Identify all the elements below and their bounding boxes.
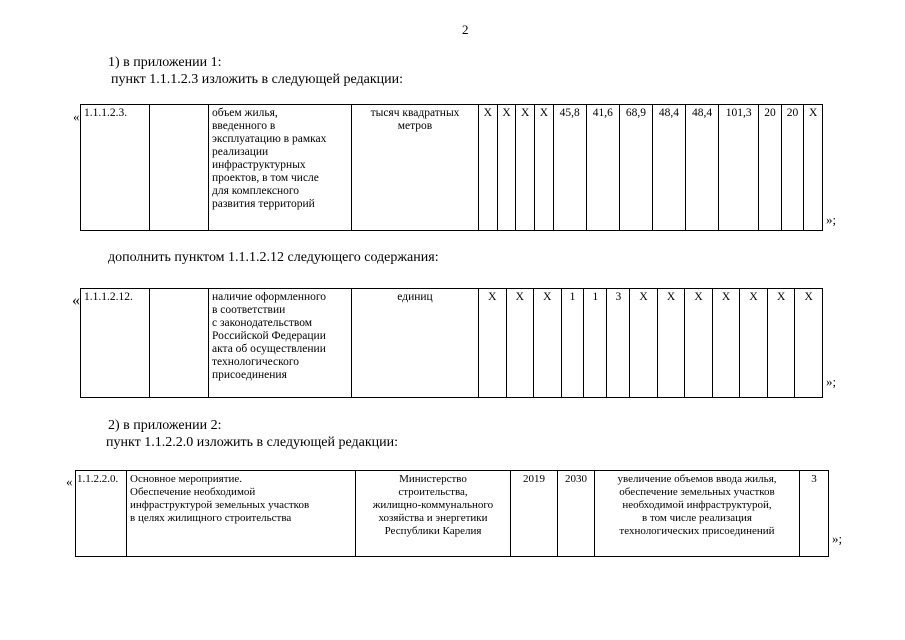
open-quote-3: « <box>66 474 73 489</box>
cell-code: 1.1.1.2.12. <box>81 289 150 398</box>
cell-year-start: 2019 <box>511 471 558 557</box>
amendment-add-instruction: дополнить пунктом 1.1.1.2.12 следующего содержания: <box>108 250 439 265</box>
cell-value: 48,4 <box>686 105 719 231</box>
amendment-1-heading: 1) в приложении 1: <box>108 55 222 70</box>
table-row <box>76 471 829 557</box>
cell-code: 1.1.1.2.3. <box>81 105 150 231</box>
cell-value: Х <box>795 289 823 398</box>
cell-blank <box>150 105 209 231</box>
cell-value: Х <box>657 289 685 398</box>
cell-activity-name: Основное мероприятие. Обеспечение необходимой инфраструктурой земельных участков в целях жилищного строительства <box>127 471 356 557</box>
cell-blank <box>150 289 209 398</box>
cell-value: Х <box>535 105 554 231</box>
amendment-2-heading: 2) в приложении 2: <box>108 418 222 433</box>
cell-value: 20 <box>781 105 804 231</box>
table-item-1-1-2-2-0 <box>75 470 829 557</box>
cell-code: 1.1.2.2.0. <box>76 471 127 557</box>
cell-value: Х <box>479 289 507 398</box>
cell-value: Х <box>534 289 562 398</box>
cell-value: Х <box>685 289 713 398</box>
cell-value: 1 <box>584 289 607 398</box>
table-item-1-1-1-2-3 <box>80 104 823 231</box>
cell-value: 48,4 <box>652 105 685 231</box>
close-quote-2: »; <box>826 374 837 389</box>
cell-value: Х <box>506 289 534 398</box>
close-quote-1: »; <box>826 212 837 227</box>
cell-value: Х <box>630 289 658 398</box>
cell-value: 3 <box>607 289 630 398</box>
open-quote-2: « <box>72 292 80 309</box>
cell-expected-result: увеличение объемов ввода жилья, обеспечение земельных участков необходимой инфраструктурой, в том числе реализация технологических присоединений <box>595 471 800 557</box>
cell-value: 68,9 <box>619 105 652 231</box>
cell-indicator-ref: 3 <box>800 471 829 557</box>
cell-value: Х <box>740 289 768 398</box>
cell-unit: единиц <box>352 289 479 398</box>
cell-year-end: 2030 <box>558 471 595 557</box>
cell-value: Х <box>479 105 498 231</box>
cell-value: 101,3 <box>719 105 759 231</box>
cell-value: 45,8 <box>553 105 586 231</box>
amendment-1-instruction: пункт 1.1.1.2.3 изложить в следующей редакции: <box>111 72 403 87</box>
page-number: 2 <box>462 22 469 37</box>
cell-unit: тысяч квадратных метров <box>352 105 479 231</box>
open-quote-1: « <box>73 109 80 124</box>
cell-value: Х <box>497 105 516 231</box>
amendment-2-instruction: пункт 1.1.2.2.0 изложить в следующей редакции: <box>106 435 398 450</box>
table-row <box>81 105 823 231</box>
cell-value: Х <box>712 289 740 398</box>
cell-value: 41,6 <box>586 105 619 231</box>
cell-responsible-ministry: Министерство строительства, жилищно-коммунального хозяйства и энергетики Республики Карелия <box>356 471 511 557</box>
cell-value: Х <box>804 105 823 231</box>
table-row <box>81 289 823 398</box>
cell-value: 20 <box>759 105 782 231</box>
cell-value: Х <box>516 105 535 231</box>
cell-value: Х <box>767 289 795 398</box>
cell-indicator-name: наличие оформленного в соответствии с законодательством Российской Федерации акта об осуществлении технологического присоединения <box>209 289 352 398</box>
cell-indicator-name: объем жилья, введенного в эксплуатацию в рамках реализации инфраструктурных проектов, в том числе для комплексного развития территорий <box>209 105 352 231</box>
cell-value: 1 <box>561 289 584 398</box>
table-item-1-1-1-2-12 <box>80 288 823 398</box>
close-quote-3: »; <box>832 531 843 546</box>
